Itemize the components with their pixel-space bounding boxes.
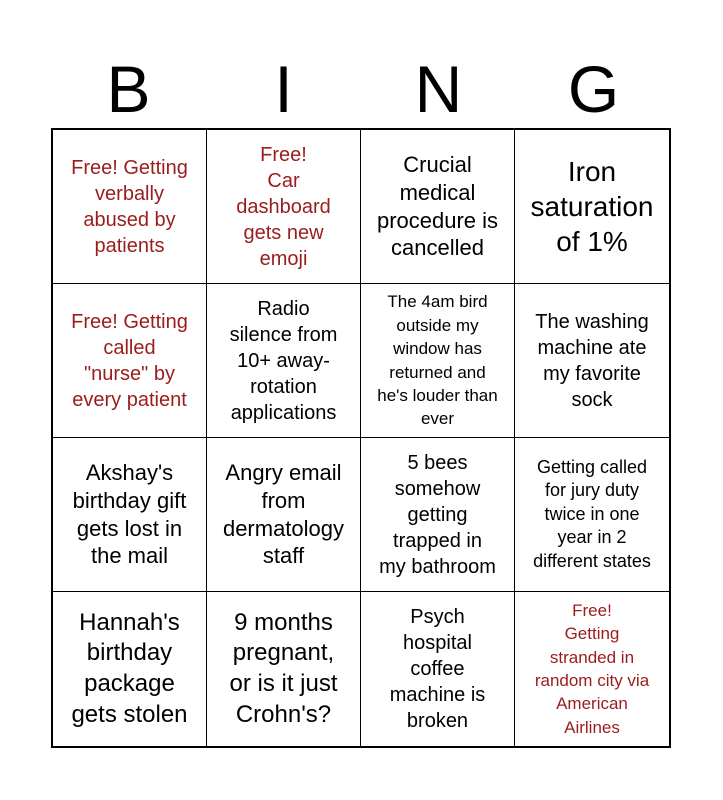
bingo-cell[interactable] bbox=[361, 438, 515, 592]
header-letter-i: I bbox=[274, 52, 293, 126]
bingo-cell[interactable] bbox=[53, 592, 207, 746]
bingo-cell[interactable] bbox=[207, 130, 361, 284]
cell-text: Iron saturation of 1% bbox=[530, 156, 654, 257]
header-letter-g: G bbox=[567, 52, 620, 126]
cell-text: 9 months pregnant, or is it just Crohn's? bbox=[229, 608, 338, 728]
bingo-board bbox=[51, 128, 671, 748]
cell-text: Free! Getting called "nurse" by every patient bbox=[71, 310, 188, 411]
bingo-cell[interactable] bbox=[53, 130, 207, 284]
bingo-cell[interactable] bbox=[361, 592, 515, 746]
cell-text: Radio silence from 10+ away- rotation applications bbox=[229, 297, 338, 424]
header-letter-b: B bbox=[106, 52, 151, 126]
bingo-cell[interactable] bbox=[53, 284, 207, 438]
cell-text: Free! Car dashboard gets new emoji bbox=[236, 143, 331, 270]
bingo-cell[interactable] bbox=[207, 438, 361, 592]
cell-text: Free! Getting verbally abused by patients bbox=[71, 156, 188, 257]
cell-text: Angry email from dermatology staff bbox=[222, 460, 345, 569]
bingo-cell[interactable] bbox=[361, 284, 515, 438]
bingo-cell[interactable] bbox=[515, 130, 669, 284]
cell-text: The washing machine ate my favorite sock bbox=[535, 310, 649, 411]
cell-text: Getting called for jury duty twice in one year in 2 different states bbox=[533, 457, 651, 571]
cell-text: The 4am bird outside my window has returned and he's louder than ever bbox=[377, 292, 498, 429]
bingo-cell[interactable] bbox=[515, 284, 669, 438]
bingo-cell[interactable] bbox=[53, 438, 207, 592]
cell-text: Akshay's birthday gift gets lost in the mail bbox=[72, 460, 187, 569]
cell-text: Crucial medical procedure is cancelled bbox=[376, 152, 499, 261]
bingo-cell[interactable] bbox=[361, 130, 515, 284]
bingo-cell[interactable] bbox=[207, 592, 361, 746]
cell-text: Psych hospital coffee machine is broken bbox=[389, 606, 486, 732]
cell-text: 5 bees somehow getting trapped in my bathroom bbox=[379, 451, 496, 578]
bingo-cell[interactable] bbox=[515, 438, 669, 592]
bingo-cell[interactable] bbox=[515, 592, 669, 746]
cell-text: Hannah's birthday package gets stolen bbox=[71, 608, 188, 728]
cell-text: Free! Getting stranded in random city via American Airlines bbox=[534, 600, 650, 737]
bingo-cell[interactable] bbox=[207, 284, 361, 438]
bingo-header bbox=[51, 50, 671, 128]
header-letter-n: N bbox=[414, 52, 463, 126]
